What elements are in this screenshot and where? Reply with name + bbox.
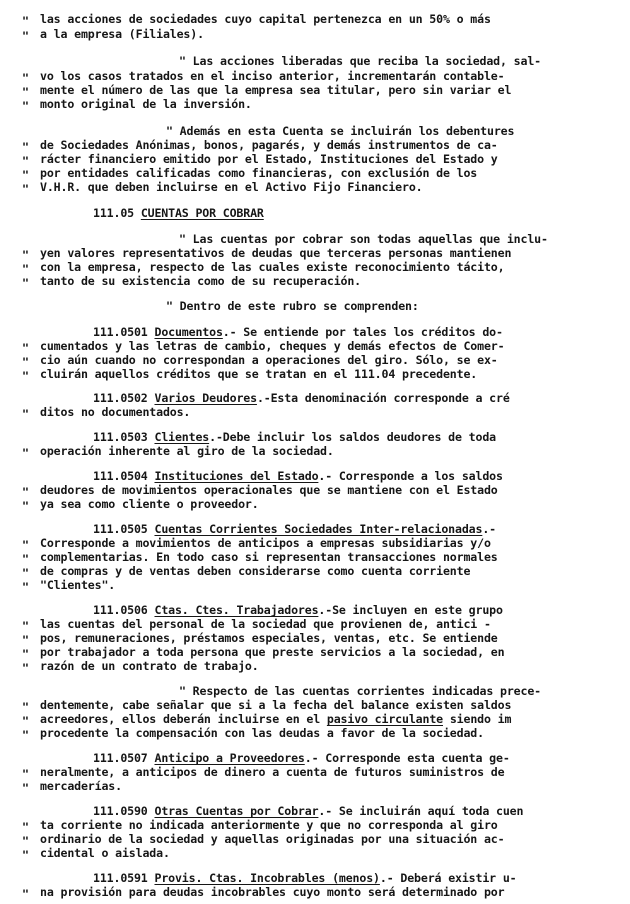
text-run: siendo im — [443, 712, 512, 726]
text-run: rácter financiero emitido por el Estado, Instituciones del Estado y — [40, 152, 498, 166]
text-run: 111.0503 — [93, 430, 155, 444]
underlined-heading: Instituciones del Estado — [154, 469, 319, 483]
line-text — [166, 124, 514, 138]
line-text — [40, 818, 498, 832]
margin-quote-mark: " — [22, 767, 29, 781]
text-run: cluirán aquellos créditos que se tratan en el 111.04 precedente. — [40, 367, 478, 381]
line-text — [40, 444, 334, 458]
text-run: acreedores, ellos deberán incluirse en el — [40, 712, 327, 726]
margin-quote-mark: " — [22, 140, 29, 154]
line-text — [40, 353, 498, 367]
text-run: dentemente, cabe señalar que si a la fecha del balance existen saldos — [40, 698, 512, 712]
margin-quote-mark: " — [22, 248, 29, 262]
text-run: 111.0590 — [93, 804, 155, 818]
text-run: 111.0504 — [93, 469, 155, 483]
underlined-heading: pasivo circulante — [326, 712, 443, 726]
text-run: 111.0591 — [93, 871, 155, 885]
text-run: con la empresa, respecto de las cuales existe reconocimiento tácito, — [40, 260, 505, 274]
text-run: na provisión para deudas incobrables cuyo monto será determinado por — [40, 885, 505, 899]
line-text — [93, 603, 503, 617]
line-text — [40, 367, 477, 381]
line-text — [40, 885, 504, 899]
margin-quote-mark: " — [22, 538, 29, 552]
margin-quote-mark: " — [22, 71, 29, 85]
text-run: ordinario de la sociedad y aquellas originadas por una situación ac- — [40, 832, 505, 846]
line-text — [40, 246, 511, 260]
text-run: 111.0505 — [93, 522, 155, 536]
line-text — [40, 564, 470, 578]
margin-quote-mark: " — [22, 700, 29, 714]
line-text — [40, 832, 504, 846]
margin-quote-mark: " — [22, 154, 29, 168]
line-text — [40, 726, 484, 740]
line-text — [166, 299, 419, 313]
margin-quote-mark: " — [22, 14, 29, 28]
text-run: .- — [482, 522, 496, 536]
line-text — [40, 483, 498, 497]
line-text — [40, 274, 361, 288]
text-run: .-Esta denominación corresponde a cré — [256, 391, 510, 405]
line-text — [40, 12, 491, 26]
line-text — [40, 779, 122, 793]
text-run: complementarias. En todo caso si representan transacciones normales — [40, 550, 498, 564]
margin-quote-mark: " — [22, 647, 29, 661]
text-run: 111.0502 — [93, 391, 155, 405]
line-text — [40, 27, 204, 41]
underlined-heading: Documentos — [154, 325, 223, 339]
margin-quote-mark: " — [22, 619, 29, 633]
margin-quote-mark: " — [22, 661, 29, 675]
text-run: de compras y de ventas deben considerarse como cuenta corriente — [40, 564, 471, 578]
line-text — [179, 684, 541, 698]
line-text — [93, 522, 496, 536]
text-run: .- Deberá existir u- — [379, 871, 517, 885]
margin-quote-mark: " — [22, 485, 29, 499]
line-text — [40, 550, 498, 564]
text-run: las cuentas del personal de la sociedad que provienen de, antici - — [40, 617, 491, 631]
underlined-heading: Otras Cuentas por Cobrar — [154, 804, 319, 818]
line-text — [93, 430, 496, 444]
margin-quote-mark: " — [22, 566, 29, 580]
text-run: " Respecto de las cuentas corrientes indicadas prece- — [179, 684, 541, 698]
line-text — [40, 405, 190, 419]
margin-quote-mark: " — [22, 728, 29, 742]
line-text — [40, 180, 422, 194]
margin-quote-mark: " — [22, 834, 29, 848]
line-text — [40, 712, 511, 726]
line-text — [40, 698, 511, 712]
line-text — [40, 497, 259, 511]
margin-quote-mark: " — [22, 580, 29, 594]
text-run: ta corriente no indicada anteriormente y que no corresponda al giro — [40, 818, 498, 832]
text-run: vo los casos tratados en el inciso anterior, incrementarán contable- — [40, 69, 505, 83]
underlined-heading: Varios Deudores — [154, 391, 257, 405]
underlined-heading: Ctas. Ctes. Trabajadores — [154, 603, 319, 617]
text-run: las acciones de sociedades cuyo capital pertenezca en un 50% o más — [40, 12, 491, 26]
line-text — [93, 469, 503, 483]
line-text — [40, 83, 511, 97]
margin-quote-mark: " — [22, 168, 29, 182]
text-run: V.H.R. que deben incluirse en el Activo Fijo Financiero. — [40, 180, 423, 194]
line-text — [93, 325, 503, 339]
line-text — [40, 260, 504, 274]
margin-quote-mark: " — [22, 85, 29, 99]
text-run: pos, remuneraciones, préstamos especiales, ventas, etc. Se entiende — [40, 631, 498, 645]
margin-quote-mark: " — [22, 820, 29, 834]
line-text — [93, 751, 510, 765]
text-run: Corresponde a movimientos de anticipos a empresas subsidiarias y/o — [40, 536, 491, 550]
text-run: operación inherente al giro de la sociedad. — [40, 444, 334, 458]
line-text — [40, 765, 504, 779]
margin-quote-mark: " — [22, 848, 29, 862]
text-run: " Las acciones liberadas que reciba la sociedad, sal- — [179, 54, 541, 68]
text-run: "Clientes". — [40, 578, 116, 592]
line-text — [40, 631, 498, 645]
line-text — [93, 206, 264, 220]
margin-quote-mark: " — [22, 407, 29, 421]
line-text — [40, 339, 504, 353]
text-run: monto original de la inversión. — [40, 97, 252, 111]
text-run: a la empresa (Filiales). — [40, 27, 204, 41]
line-text — [40, 578, 115, 592]
text-run: .- Corresponde a los saldos — [318, 469, 503, 483]
text-run: cio aún cuando no correspondan a operaciones del giro. Sólo, se ex- — [40, 353, 498, 367]
text-run: ya sea como cliente o proveedor. — [40, 497, 259, 511]
text-run: procedente la compensación con las deudas a favor de la sociedad. — [40, 726, 484, 740]
underlined-heading: CUENTAS POR COBRAR — [140, 206, 264, 220]
line-text — [93, 391, 510, 405]
text-run: mente el número de las que la empresa sea titular, pero sin variar el — [40, 83, 512, 97]
line-text — [40, 69, 504, 83]
text-run: " Las cuentas por cobrar son todas aquellas que inclu- — [179, 232, 548, 246]
text-run: neralmente, a anticipos de dinero a cuenta de futuros suministros de — [40, 765, 505, 779]
text-run: ditos no documentados. — [40, 405, 191, 419]
margin-quote-mark: " — [22, 29, 29, 43]
text-run: .- Corresponde esta cuenta ge- — [304, 751, 510, 765]
margin-quote-mark: " — [22, 355, 29, 369]
margin-quote-mark: " — [22, 887, 29, 901]
underlined-heading: Anticipo a Proveedores — [154, 751, 305, 765]
margin-quote-mark: " — [22, 781, 29, 795]
text-run: yen valores representativos de deudas que terceras personas mantienen — [40, 246, 512, 260]
text-run: tanto de su existencia como de su recuperación. — [40, 274, 362, 288]
underlined-heading: Clientes — [154, 430, 210, 444]
text-run: cidental o aislada. — [40, 846, 170, 860]
margin-quote-mark: " — [22, 633, 29, 647]
text-run: .- Se entiende por tales los créditos do- — [222, 325, 503, 339]
margin-quote-mark: " — [22, 552, 29, 566]
margin-quote-mark: " — [22, 262, 29, 276]
text-run: 111.0507 — [93, 751, 155, 765]
text-run: por entidades calificadas como financieras, con exclusión de los — [40, 166, 478, 180]
line-text — [93, 804, 523, 818]
margin-quote-mark: " — [22, 714, 29, 728]
underlined-heading: Cuentas Corrientes Sociedades Inter-relacionadas — [154, 522, 483, 536]
text-run: .- Se incluirán aquí toda cuen — [318, 804, 524, 818]
text-run: razón de un contrato de trabajo. — [40, 659, 259, 673]
text-run: 111.0501 — [93, 325, 155, 339]
text-run: .-Se incluyen en este grupo — [318, 603, 503, 617]
text-run: .-Debe incluir los saldos deudores de toda — [209, 430, 496, 444]
text-run: cumentados y las letras de cambio, cheques y demás efectos de Comer- — [40, 339, 505, 353]
line-text — [40, 846, 170, 860]
margin-quote-mark: " — [22, 341, 29, 355]
underlined-heading: Provis. Ctas. Incobrables (menos) — [154, 871, 380, 885]
line-text — [40, 152, 498, 166]
line-text — [93, 871, 517, 885]
text-run: de Sociedades Anónimas, bonos, pagarés, y demás instrumentos de ca- — [40, 138, 498, 152]
line-text — [40, 645, 504, 659]
text-run: " Además en esta Cuenta se incluirán los debentures — [166, 124, 515, 138]
line-text — [40, 138, 498, 152]
line-text — [179, 232, 548, 246]
line-text — [40, 536, 491, 550]
margin-quote-mark: " — [22, 182, 29, 196]
margin-quote-mark: " — [22, 369, 29, 383]
margin-quote-mark: " — [22, 446, 29, 460]
text-run: 111.0506 — [93, 603, 155, 617]
text-run: deudores de movimientos operacionales que se mantiene con el Estado — [40, 483, 498, 497]
line-text — [40, 659, 259, 673]
margin-quote-mark: " — [22, 99, 29, 113]
margin-quote-mark: " — [22, 276, 29, 290]
margin-quote-mark: " — [22, 499, 29, 513]
text-run: " Dentro de este rubro se comprenden: — [166, 299, 419, 313]
line-text — [179, 54, 541, 68]
text-run: 111.05 — [93, 206, 141, 220]
line-text — [40, 617, 491, 631]
line-text — [40, 97, 252, 111]
text-run: mercaderías. — [40, 779, 122, 793]
text-run: por trabajador a toda persona que preste servicios a la sociedad, en — [40, 645, 505, 659]
line-text — [40, 166, 477, 180]
